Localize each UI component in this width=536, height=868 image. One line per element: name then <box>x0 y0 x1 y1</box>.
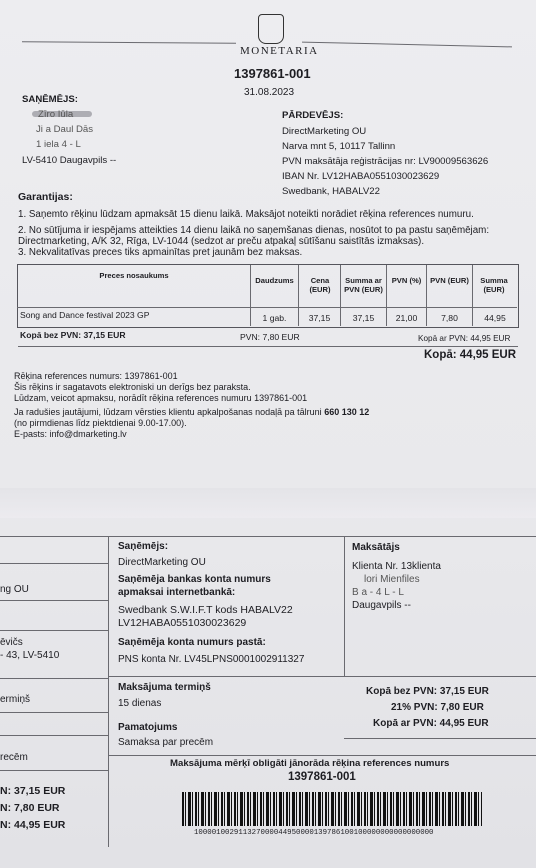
table-header: PVN (%) <box>391 276 422 285</box>
table-header: Summa (EUR) <box>480 276 508 294</box>
buyer-line-4: LV-5410 Daugavpils -- <box>22 155 117 166</box>
slip-basis-label: Pamatojums <box>118 722 178 733</box>
table-cell: 37,15 <box>308 313 331 323</box>
slip-basis-value: Samaksa par precēm <box>118 737 214 748</box>
slip-bank-label: Saņēmēja bankas konta numurs <box>118 574 271 585</box>
seller-address: Narva mnt 5, 10117 Tallinn <box>282 141 396 152</box>
stub-fragment: ermiņš <box>0 694 31 705</box>
slip-sum-no-vat: Kopā bez PVN: 37,15 EUR <box>366 686 489 697</box>
table-header: Cena (EUR) <box>309 276 331 294</box>
slip-post-value: PNS konta Nr. LV45LPNS0001002911327 <box>118 654 305 665</box>
slip-bank-value: Swedbank S.W.I.F.T kods HABALV22 <box>118 604 293 616</box>
slip-right-divider <box>344 537 345 677</box>
header-rule <box>22 41 236 43</box>
stub-fragment: N: 37,15 EUR <box>0 785 66 797</box>
slip-bank-label: apmaksai internetbankā: <box>118 587 236 598</box>
table-header: Daudzums <box>255 276 294 285</box>
left-stub-rule <box>0 712 108 713</box>
total-with-vat: Kopā ar PVN: 44,95 EUR <box>418 334 511 343</box>
grand-total: Kopā: 44,95 EUR <box>424 349 517 361</box>
crest-icon <box>258 14 284 44</box>
slip-sum-vat: 21% PVN: 7,80 EUR <box>391 702 484 713</box>
seller-vat: PVN maksātāja reģistrācijas nr: LV90009563626 <box>282 156 489 167</box>
buyer-heading: SAŅĒMĒJS: <box>22 94 78 105</box>
note-electronic: Šis rēķins ir sagatavots elektroniski un derīgs bez paraksta. <box>14 382 251 392</box>
table-header: PVN (EUR) <box>430 276 469 285</box>
buyer-line-2: Ji a Daul Dās <box>36 124 94 135</box>
invoice-number: 1397861-001 <box>234 66 311 81</box>
slip-purpose-ref: 1397861-001 <box>288 771 356 783</box>
slip-payer-label: Maksātājs <box>352 542 400 553</box>
stub-fragment: N: 7,80 EUR <box>0 802 60 814</box>
guarantee-item: Directmarketing, A/K 32, Rīga, LV-1044 (sedzot ar preču atpakaļ sūtīšanu saistītās izmaksas). <box>18 236 425 247</box>
left-stub-rule <box>0 678 108 679</box>
slip-top-rule <box>0 536 536 537</box>
seller-heading: PĀRDEVĒJS: <box>282 110 344 121</box>
left-stub-rule <box>0 630 108 631</box>
table-cell: 7,80 <box>441 313 458 323</box>
support-email[interactable]: E-pasts: info@dmarketing.lv <box>14 429 127 439</box>
slip-receiver-value: DirectMarketing OU <box>118 557 206 568</box>
table-cell: 21,00 <box>395 313 418 323</box>
paper-fold <box>0 488 536 518</box>
guarantee-item: 2. No sūtījuma ir iespējams atteikties 14 dienu laikā no saņemšanas dienas, nosūtot to pa pastu saņēmējam: <box>18 225 490 236</box>
totals-rule <box>18 346 518 347</box>
left-stub-rule <box>0 735 108 736</box>
support-phone[interactable]: 660 130 12 <box>324 407 370 417</box>
payment-barcode <box>182 792 482 826</box>
table-divider <box>17 307 517 308</box>
slip-receiver-label: Saņēmējs: <box>118 541 169 552</box>
stub-fragment: ēvičs <box>0 637 23 648</box>
guarantee-item: 1. Saņemto rēķinu lūdzam apmaksāt 15 dienu laikā. Maksājot noteikti norādiet rēķina references numuru. <box>18 209 474 220</box>
slip-rule <box>108 755 536 756</box>
guarantees-heading: Garantijas: <box>18 191 73 203</box>
note-questions <box>14 407 369 418</box>
slip-post-label: Saņēmēja konta numurs pastā: <box>118 637 266 648</box>
slip-payer-line: B a - 4 L - L <box>352 587 404 598</box>
stub-fragment: - 43, LV-5410 <box>0 650 60 661</box>
seller-iban: IBAN Nr. LV12HABA0551030023629 <box>282 171 440 182</box>
stub-fragment: N: 44,95 EUR <box>0 819 66 831</box>
slip-term-value: 15 dienas <box>118 698 162 709</box>
slip-left-divider <box>108 537 109 847</box>
note-reference-request: Lūdzam, veicot apmaksu, norādīt rēķina references numuru 1397861-001 <box>14 393 308 403</box>
table-cell: 1 gab. <box>262 313 287 323</box>
left-stub-rule <box>0 770 108 771</box>
slip-payer-city: Daugavpils -- <box>352 600 411 611</box>
total-vat: PVN: 7,80 EUR <box>240 332 300 342</box>
invoice-date: 31.08.2023 <box>244 87 295 98</box>
table-cell: 37,15 <box>352 313 375 323</box>
slip-rule <box>344 738 536 739</box>
table-header: Preces nosaukums <box>99 271 169 280</box>
note-questions-text: Ja radušies jautājumi, lūdzam vērsties klientu apkalpošanas nodaļā pa tālruni <box>14 407 322 417</box>
stub-fragment: recēm <box>0 752 28 763</box>
buyer-line-1: Zīro Iūla <box>38 109 74 120</box>
table-header: Summa ar PVN (EUR) <box>344 276 383 294</box>
note-reference: Rēķina references numurs: 1397861-001 <box>14 371 178 381</box>
slip-purpose-note: Maksājuma mērķī obligāti jānorāda rēķina references numurs <box>170 758 450 769</box>
slip-payer-client: Klienta Nr. 13klienta <box>352 561 441 572</box>
slip-iban-value: LV12HABA0551030023629 <box>118 617 247 629</box>
seller-name: DirectMarketing OU <box>282 126 367 137</box>
table-cell: Song and Dance festival 2023 GP <box>20 310 150 320</box>
seller-bank: Swedbank, HABALV22 <box>282 186 380 197</box>
slip-payer-line: lori Mienfiles <box>364 574 420 585</box>
stub-fragment: ng OU <box>0 584 29 595</box>
note-hours: (no pirmdienas līdz piektdienai 9.00-17.00). <box>14 418 187 428</box>
slip-rule <box>108 676 536 677</box>
left-stub-rule <box>0 600 108 601</box>
total-without-vat: Kopā bez PVN: 37,15 EUR <box>20 330 126 340</box>
header-rule-right <box>302 42 512 48</box>
table-cell: 44,95 <box>484 313 506 323</box>
guarantee-item: 3. Nekvalitatīvas preces tiks apmainītas pret jaunām bez maksas. <box>18 247 303 258</box>
slip-sum-total: Kopā ar PVN: 44,95 EUR <box>373 718 489 729</box>
left-stub-rule <box>0 563 108 564</box>
buyer-line-3: 1 iela 4 - L <box>36 139 81 150</box>
brand-logo: MONETARIA <box>240 45 319 57</box>
barcode-digits: 100001002911327000044950000139786100100000000000000000 <box>194 829 434 837</box>
slip-term-label: Maksājuma termiņš <box>118 682 211 693</box>
